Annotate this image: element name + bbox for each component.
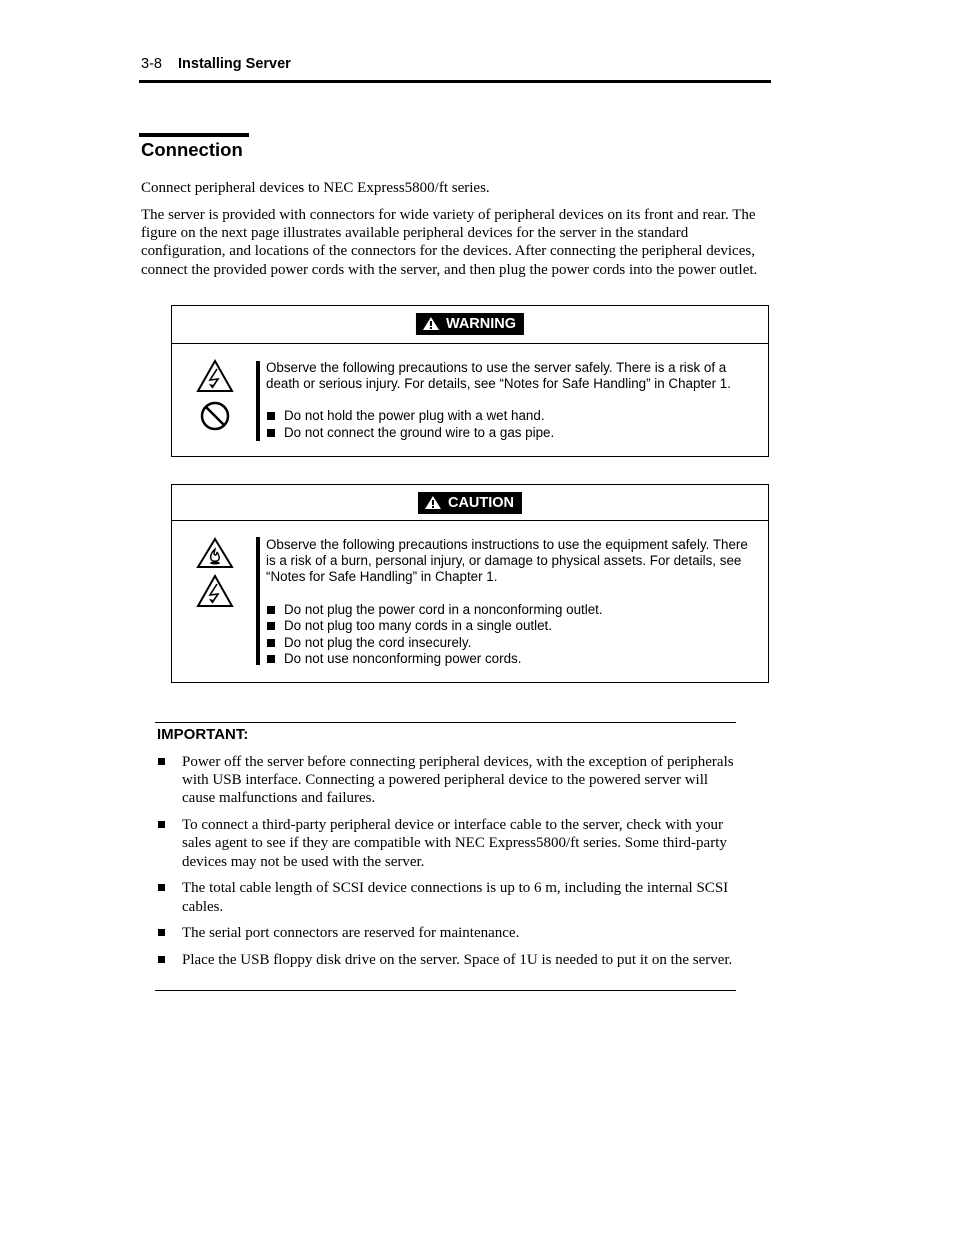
list-item: Do not use nonconforming power cords. <box>266 651 761 668</box>
caution-triangle-icon <box>424 495 442 510</box>
important-box <box>155 722 736 991</box>
important-title: IMPORTANT: <box>157 726 249 743</box>
list-item: Do not hold the power plug with a wet hand. <box>266 408 761 425</box>
page-number: 3-8 <box>141 56 162 72</box>
caution-label <box>418 492 522 514</box>
warning-triangle-icon <box>422 316 440 331</box>
caution-icons <box>196 537 234 608</box>
warning-icons <box>196 359 234 434</box>
list-item: Place the USB floppy disk drive on the server. Space of 1U is needed to put it on the server. <box>155 951 736 969</box>
warning-rule <box>256 361 260 441</box>
chapter-title: Installing Server <box>178 56 291 72</box>
list-item: Do not plug the power cord in a nonconforming outlet. <box>266 602 761 619</box>
electric-shock-icon <box>196 574 234 608</box>
warning-label-text: WARNING <box>445 316 517 332</box>
list-item: Do not plug the cord insecurely. <box>266 635 761 652</box>
warning-list <box>266 408 761 441</box>
fire-hazard-icon <box>196 537 234 569</box>
list-item: The serial port connectors are reserved for maintenance. <box>155 924 736 942</box>
warning-header <box>172 306 768 344</box>
list-item: Do not plug too many cords in a single outlet. <box>266 618 761 635</box>
list-item: To connect a third-party peripheral device or interface cable to the server, check with your sales agent to see if they are compatible with NEC Express5800/ft series. Some third-party devices may not be used with the server. <box>155 816 736 871</box>
caution-box <box>171 484 769 683</box>
warning-content <box>266 360 761 441</box>
caution-text: Observe the following precautions instructions to use the equipment safely. There is a risk of a burn, personal injury, or damage to physical assets. For details, see “Notes for Safe Handling” in Chapter 1. <box>266 537 748 585</box>
important-list <box>155 753 736 969</box>
caution-label-text: CAUTION <box>447 495 515 511</box>
warning-text: Observe the following precautions to use the server safely. There is a risk of a death or serious injury. For details, see “Notes for Safe Handling” in Chapter 1. <box>266 360 731 392</box>
section-title-bar <box>139 133 249 137</box>
caution-header <box>172 485 768 521</box>
caution-list <box>266 602 761 668</box>
prohibition-icon <box>196 400 234 434</box>
warning-label <box>416 313 524 335</box>
electric-shock-icon <box>196 359 234 393</box>
caution-content <box>266 537 761 668</box>
caution-rule <box>256 537 260 665</box>
header-rule <box>139 80 771 83</box>
list-item: Do not connect the ground wire to a gas pipe. <box>266 425 761 442</box>
warning-box <box>171 305 769 457</box>
list-item: The total cable length of SCSI device connections is up to 6 m, including the internal SCSI cables. <box>155 879 736 915</box>
list-item: Power off the server before connecting peripheral devices, with the exception of peripherals with USB interface. Connecting a powered peripheral device to the powered server will cause malfunctions and failures. <box>155 753 736 808</box>
page-header <box>141 56 291 72</box>
intro-paragraph-2: The server is provided with connectors for wide variety of peripheral devices on its front and rear. The figure on the next page illustrates available peripheral devices for the server in the standard configuration, and locations of the connectors for the devices. After connecting the peripheral devices, connect the provided power cords with the server, and then plug the power cords into the power outlet. <box>141 207 758 278</box>
section-title: Connection <box>141 139 243 160</box>
intro-paragraph-1: Connect peripheral devices to NEC Express5800/ft series. <box>141 180 490 196</box>
